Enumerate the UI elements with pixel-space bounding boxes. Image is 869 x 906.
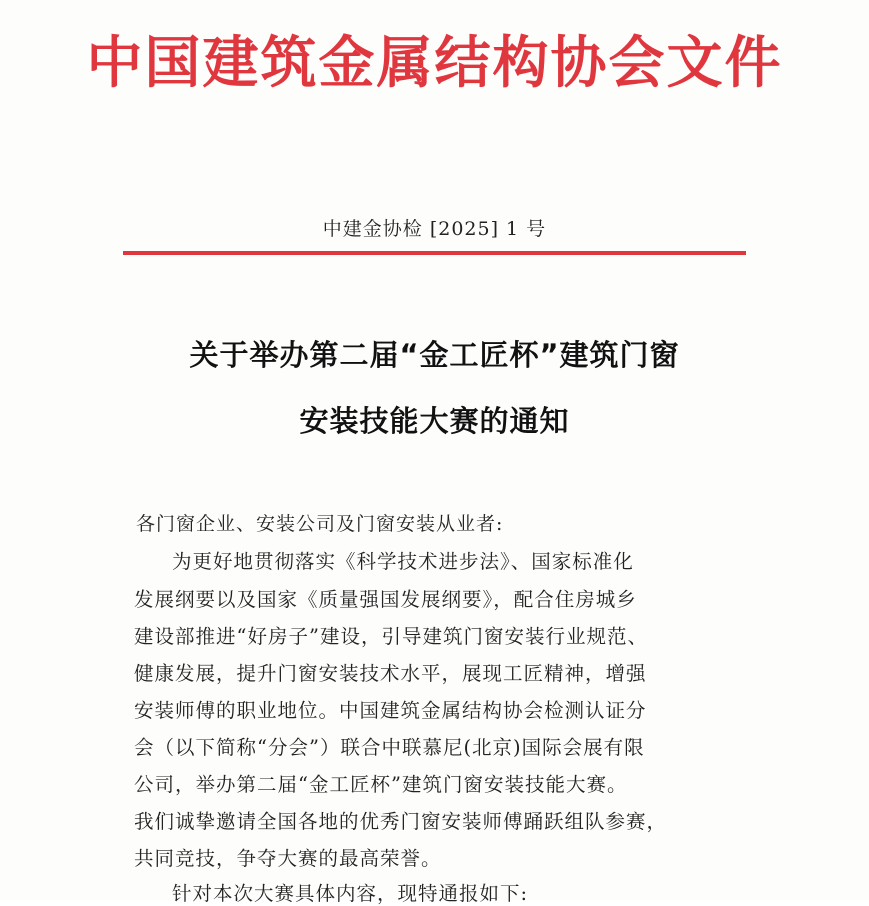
body-line-9: 共同竞技，争夺大赛的最高荣誉。: [134, 847, 442, 870]
red-divider-rule: [123, 251, 746, 255]
body-line-10: 针对本次大赛具体内容，现特通报如下:: [172, 882, 529, 905]
notice-title-line-2: 安装技能大赛的通知: [299, 404, 570, 438]
body-line-5: 安装师傅的职业地位。中国建筑金属结构协会检测认证分: [134, 699, 647, 722]
document-number: 中建金协检 [2025] 1 号: [322, 218, 547, 240]
body-line-7: 公司，举办第二届“金工匠杯”建筑门窗安装技能大赛。: [134, 773, 628, 796]
body-line-8: 我们诚挚邀请全国各地的优秀门窗安装师傅踊跃组队参赛，: [134, 810, 668, 833]
body-line-6: 会（以下简称“分会”）联合中联慕尼(北京)国际会展有限: [134, 736, 645, 759]
body-line-2: 发展纲要以及国家《质量强国发展纲要》，配合住房城乡: [134, 588, 637, 611]
body-line-4: 健康发展，提升门窗安装技术水平，展现工匠精神，增强: [134, 662, 647, 685]
salutation: 各门窗企业、安装公司及门窗安装从业者:: [136, 513, 504, 535]
body-line-3: 建设部推进“好房子”建设，引导建筑门窗安装行业规范、: [134, 625, 648, 648]
notice-title-line-1: 关于举办第二届“金工匠杯”建筑门窗: [189, 338, 680, 372]
body-line-1: 为更好地贯彻落实《科学技术进步法》、国家标准化: [172, 550, 634, 573]
masthead-title: 中国建筑金属结构协会文件: [86, 31, 783, 96]
